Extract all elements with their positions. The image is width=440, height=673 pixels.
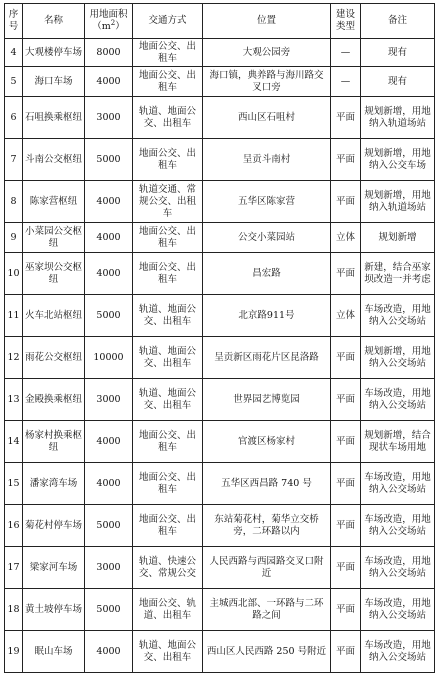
row-area: 5000 — [85, 139, 133, 181]
row-name: 黄土坡停车场 — [23, 589, 85, 631]
table-row — [5, 39, 435, 67]
table-row — [5, 505, 435, 547]
row-traffic: 轨道、地面公交、出租车 — [133, 379, 203, 421]
table-row — [5, 589, 435, 631]
table-row — [5, 631, 435, 673]
row-build-type: 平面 — [331, 181, 361, 223]
row-build-type: 平面 — [331, 631, 361, 673]
row-no: 13 — [5, 379, 23, 421]
row-area: 8000 — [85, 39, 133, 67]
row-traffic: 地面公交、出租车 — [133, 67, 203, 97]
row-no: 8 — [5, 181, 23, 223]
row-build-type: 平面 — [331, 589, 361, 631]
row-traffic: 轨道、地面公交、出租车 — [133, 337, 203, 379]
row-name: 巫家坝公交枢纽 — [23, 253, 85, 295]
row-build-type: 平面 — [331, 379, 361, 421]
table-row — [5, 181, 435, 223]
row-area: 3000 — [85, 97, 133, 139]
header-area-sup: 2 — [110, 18, 116, 27]
row-traffic: 地面公交、出租车 — [133, 505, 203, 547]
row-area: 5000 — [85, 589, 133, 631]
header-build-type: 建设类型 — [331, 4, 361, 39]
hub-table — [4, 3, 435, 673]
header-row — [5, 4, 435, 39]
row-location: 西山区石咀村 — [203, 97, 331, 139]
table-row — [5, 337, 435, 379]
row-build-type: 平面 — [331, 253, 361, 295]
row-traffic: 地面公交、轨道、出租车 — [133, 589, 203, 631]
row-area: 4000 — [85, 181, 133, 223]
row-location: 五华区陈家营 — [203, 181, 331, 223]
row-traffic: 轨道交通、常规公交、出租车 — [133, 181, 203, 223]
row-name: 雨花公交枢纽 — [23, 337, 85, 379]
row-area: 3000 — [85, 547, 133, 589]
table-row — [5, 547, 435, 589]
row-note: 新建，结合巫家坝改造一并考虑 — [361, 253, 435, 295]
row-name: 潘家湾车场 — [23, 463, 85, 505]
row-location: 昌宏路 — [203, 253, 331, 295]
row-build-type: 平面 — [331, 139, 361, 181]
row-no: 6 — [5, 97, 23, 139]
row-traffic: 轨道、地面公交、出租车 — [133, 97, 203, 139]
row-traffic: 地面公交、出租车 — [133, 421, 203, 463]
row-name: 海口车场 — [23, 67, 85, 97]
row-build-type: — — [331, 39, 361, 67]
row-area: 4000 — [85, 223, 133, 253]
row-traffic: 轨道、地面公交、出租车 — [133, 631, 203, 673]
row-note: 现有 — [361, 39, 435, 67]
row-area: 10000 — [85, 337, 133, 379]
row-note: 车场改造，用地纳入公交场站 — [361, 505, 435, 547]
row-build-type: 平面 — [331, 463, 361, 505]
row-build-type: 平面 — [331, 421, 361, 463]
header-area-label: 用地面积 — [89, 9, 128, 20]
table-header — [5, 4, 435, 39]
row-area: 4000 — [85, 421, 133, 463]
row-no: 12 — [5, 337, 23, 379]
table-row — [5, 67, 435, 97]
row-note: 车场改造，用地纳入公交场站 — [361, 379, 435, 421]
header-area — [85, 4, 133, 39]
row-area: 4000 — [85, 463, 133, 505]
row-name: 火车北站枢纽 — [23, 295, 85, 337]
header-traffic: 交通方式 — [133, 4, 203, 39]
header-location: 位置 — [203, 4, 331, 39]
row-location: 五华区西昌路 740 号 — [203, 463, 331, 505]
row-note: 车场改造，用地纳入公交场站 — [361, 589, 435, 631]
row-location: 呈贡斗南村 — [203, 139, 331, 181]
row-name: 金殿换乘枢纽 — [23, 379, 85, 421]
row-no: 19 — [5, 631, 23, 673]
row-build-type: 立体 — [331, 223, 361, 253]
row-build-type: 平面 — [331, 505, 361, 547]
row-traffic: 地面公交、出租车 — [133, 463, 203, 505]
row-no: 5 — [5, 67, 23, 97]
table-row — [5, 295, 435, 337]
row-name: 大观楼停车场 — [23, 39, 85, 67]
table-row — [5, 97, 435, 139]
row-traffic: 轨道、地面公交、出租车 — [133, 295, 203, 337]
row-location: 公交小菜园站 — [203, 223, 331, 253]
row-traffic: 地面公交、出租车 — [133, 223, 203, 253]
header-area-unit: （m — [92, 21, 111, 32]
row-traffic: 轨道、快速公交、常规公交 — [133, 547, 203, 589]
header-name: 名称 — [23, 4, 85, 39]
row-location: 主城西北部、一环路与二环路之间 — [203, 589, 331, 631]
table-row — [5, 253, 435, 295]
row-location: 大观公园旁 — [203, 39, 331, 67]
table-row — [5, 463, 435, 505]
row-location: 东站菊花村，菊华立交桥旁，二环路以内 — [203, 505, 331, 547]
row-note: 车场改造，用地纳入公交场站 — [361, 631, 435, 673]
header-note: 备注 — [361, 4, 435, 39]
row-note: 车场改造，用地纳入公交场站 — [361, 463, 435, 505]
row-traffic: 地面公交、出租车 — [133, 39, 203, 67]
row-name: 陈家营枢纽 — [23, 181, 85, 223]
header-area-close: ） — [115, 21, 125, 32]
row-area: 5000 — [85, 505, 133, 547]
row-location: 呈贡新区雨花片区昆洛路 — [203, 337, 331, 379]
row-note: 车场改造，用地纳入公交场站 — [361, 295, 435, 337]
row-no: 7 — [5, 139, 23, 181]
row-note: 规划新增 — [361, 223, 435, 253]
table-row — [5, 139, 435, 181]
table-row — [5, 421, 435, 463]
row-area: 5000 — [85, 295, 133, 337]
row-no: 15 — [5, 463, 23, 505]
row-name: 石咀换乘枢纽 — [23, 97, 85, 139]
row-name: 菊花村停车场 — [23, 505, 85, 547]
row-area: 4000 — [85, 253, 133, 295]
row-location: 北京路911号 — [203, 295, 331, 337]
row-build-type: 立体 — [331, 295, 361, 337]
row-name: 梁家河车场 — [23, 547, 85, 589]
row-no: 17 — [5, 547, 23, 589]
row-no: 16 — [5, 505, 23, 547]
row-note: 规划新增，用地纳入公交场站 — [361, 337, 435, 379]
row-build-type: 平面 — [331, 97, 361, 139]
row-location: 官渡区杨家村 — [203, 421, 331, 463]
row-location: 海口镇，典养路与海川路交叉口旁 — [203, 67, 331, 97]
table-row — [5, 379, 435, 421]
row-area: 4000 — [85, 631, 133, 673]
row-no: 14 — [5, 421, 23, 463]
row-note: 规划新增，用地纳入轨道场站 — [361, 181, 435, 223]
row-name: 眠山车场 — [23, 631, 85, 673]
row-name: 杨家村换乘枢纽 — [23, 421, 85, 463]
row-traffic: 地面公交、出租车 — [133, 139, 203, 181]
row-no: 10 — [5, 253, 23, 295]
row-no: 11 — [5, 295, 23, 337]
row-build-type: 平面 — [331, 337, 361, 379]
row-build-type: — — [331, 67, 361, 97]
row-no: 18 — [5, 589, 23, 631]
row-note: 规划新增，用地纳入轨道场站 — [361, 97, 435, 139]
row-location: 世界园艺博览园 — [203, 379, 331, 421]
header-no: 序号 — [5, 4, 23, 39]
row-build-type: 平面 — [331, 547, 361, 589]
row-name: 小菜园公交枢纽 — [23, 223, 85, 253]
row-area: 4000 — [85, 67, 133, 97]
row-traffic: 地面公交、出租车 — [133, 253, 203, 295]
table-row — [5, 223, 435, 253]
row-note: 规划新增，结合现状车场用地 — [361, 421, 435, 463]
row-no: 9 — [5, 223, 23, 253]
row-location: 西山区人民西路 250 号附近 — [203, 631, 331, 673]
table-body — [5, 39, 435, 673]
row-location: 人民西路与西园路交叉口附近 — [203, 547, 331, 589]
row-name: 斗南公交枢纽 — [23, 139, 85, 181]
row-note: 规划新增，用地纳入公交车场 — [361, 139, 435, 181]
row-note: 车场改造，用地纳入公交场站 — [361, 547, 435, 589]
row-note: 现有 — [361, 67, 435, 97]
row-no: 4 — [5, 39, 23, 67]
row-area: 3000 — [85, 379, 133, 421]
